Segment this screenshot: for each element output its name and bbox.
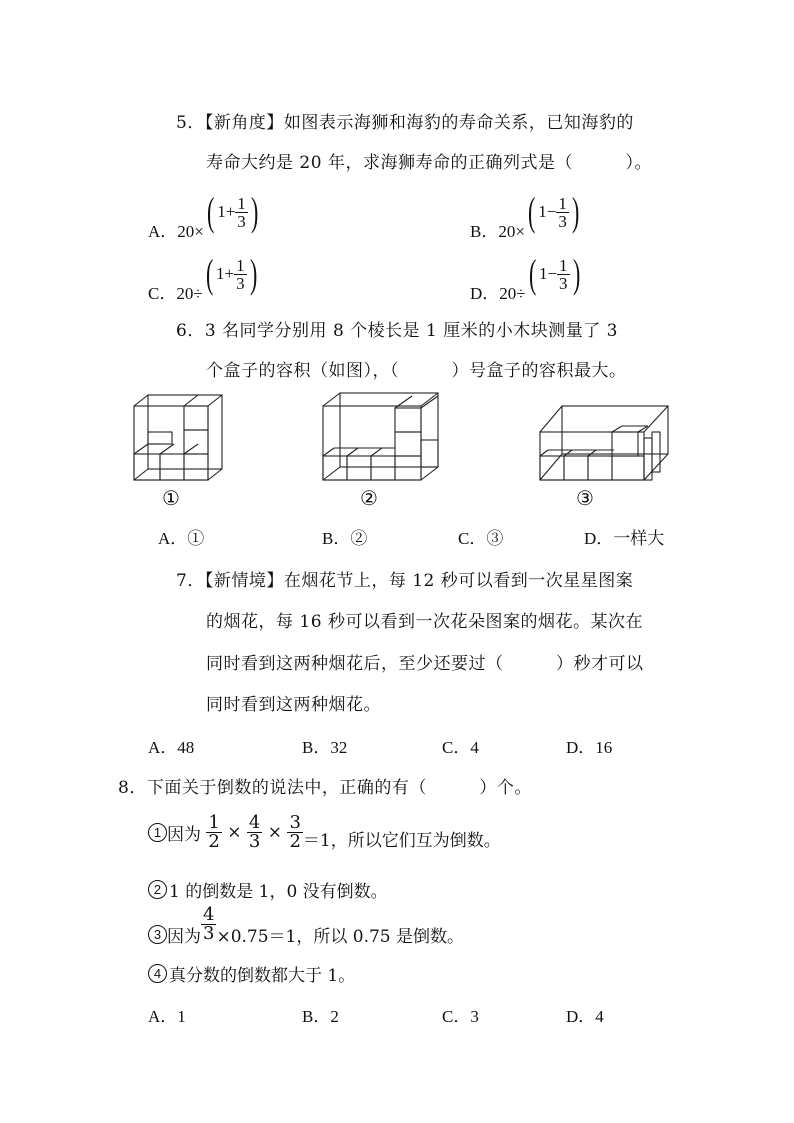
circle-marker: 3 xyxy=(148,925,167,944)
sign: 1− xyxy=(538,202,557,221)
q7-option-b[interactable]: B．32 xyxy=(302,738,348,757)
q7-option-d[interactable]: D．16 xyxy=(566,738,613,757)
sign: 1− xyxy=(538,264,558,283)
numerator: 3 xyxy=(289,812,301,833)
q6-option-d[interactable]: D．一样大 xyxy=(584,529,665,548)
text: ＝1，所以它们互为倒数。 xyxy=(302,831,501,851)
denominator: 3 xyxy=(236,273,245,293)
numerator: 4 xyxy=(203,904,215,925)
numerator: 1 xyxy=(236,255,245,275)
q5-option-c[interactable]: C．20÷( 1+ $\frac{1}{3}$ ) xyxy=(148,251,257,303)
q7-option-a[interactable]: A．48 xyxy=(148,738,195,757)
q8-statement-1 xyxy=(148,814,501,851)
q8-statement-4 xyxy=(148,961,355,986)
denominator: 3 xyxy=(203,923,215,944)
sign: 1+ xyxy=(217,202,236,221)
box-figure-1 xyxy=(130,392,226,484)
q6-option-b[interactable]: B．② xyxy=(322,529,368,548)
q6-stem-line2: 个盒子的容积（如图），（ ）号盒子的容积最大。 xyxy=(206,361,627,381)
q6-stem-line1: 6．3 名同学分别用 8 个棱长是 1 厘米的小木块测量了 3 xyxy=(176,321,619,341)
times-sign: × xyxy=(227,822,242,843)
numerator: 1 xyxy=(208,812,220,833)
circle-marker: 2 xyxy=(148,880,167,899)
q7-option-c[interactable]: C．4 xyxy=(442,738,479,757)
q7-stem-line4: 同时看到这两种烟花。 xyxy=(206,695,381,715)
sign: 1+ xyxy=(216,264,235,283)
denominator: 2 xyxy=(289,831,301,852)
text: 因为 xyxy=(167,927,201,947)
q8-statement-2 xyxy=(148,877,388,902)
q6-option-c[interactable]: C．③ xyxy=(458,529,504,548)
numerator: 1 xyxy=(237,193,246,213)
denominator: 3 xyxy=(248,831,261,852)
option-label: A．20× xyxy=(148,221,204,241)
q7-stem-line1: 7．【新情境】在烟花节上，每 12 秒可以看到一次星星图案 xyxy=(176,571,634,591)
q8-option-d[interactable]: D．4 xyxy=(566,1007,604,1026)
text: ×0.75＝1，所以 0.75 是倒数。 xyxy=(216,927,465,947)
denominator: 3 xyxy=(558,211,567,231)
circle-marker: 1 xyxy=(148,823,167,842)
box-label-3: ③ xyxy=(576,486,594,510)
q5-option-a[interactable]: A．20×( 1+ $\frac{1}{3}$ ) xyxy=(148,189,259,241)
numerator: 1 xyxy=(558,193,567,213)
text: 1 的倒数是 1，0 没有倒数。 xyxy=(169,882,388,902)
text: 因为 xyxy=(167,825,201,845)
q5-stem-line1: 5．【新角度】如图表示海狮和海豹的寿命关系，已知海豹的 xyxy=(176,113,634,133)
box-label-2: ② xyxy=(360,486,378,510)
q5-stem-line2: 寿命大约是 20 年，求海狮寿命的正确列式是（ ）。 xyxy=(206,153,652,173)
q7-stem-line3: 同时看到这两种烟花后，至少还要过（ ）秒才可以 xyxy=(206,654,644,674)
option-label: D．20÷ xyxy=(470,283,526,303)
q6-option-a[interactable]: A．① xyxy=(158,529,205,548)
q7-stem-line2: 的烟花，每 16 秒可以看到一次花朵图案的烟花。某次在 xyxy=(206,612,643,632)
text: 真分数的倒数都大于 1。 xyxy=(169,966,356,986)
box-figure-2 xyxy=(320,390,444,484)
box-label-1: ① xyxy=(162,486,180,510)
times-sign: × xyxy=(267,822,283,843)
q8-option-c[interactable]: C．3 xyxy=(442,1007,479,1026)
box-figure-3 xyxy=(536,402,672,484)
q8-option-a[interactable]: A．1 xyxy=(148,1007,186,1026)
q5-option-d[interactable]: D．20÷( 1− $\frac{1}{3}$ ) xyxy=(470,251,580,303)
numerator: 4 xyxy=(248,812,261,833)
circle-marker: 4 xyxy=(148,964,167,983)
q8-stem: 8．下面关于倒数的说法中，正确的有（ ）个。 xyxy=(118,778,532,798)
option-label: B．20× xyxy=(470,221,525,241)
q8-statement-3 xyxy=(148,904,465,947)
denominator: 2 xyxy=(208,831,220,852)
q5-option-b[interactable]: B．20×( 1− $\frac{1}{3}$ ) xyxy=(470,189,580,241)
numerator: 1 xyxy=(559,255,568,275)
denominator: 3 xyxy=(237,211,246,231)
denominator: 3 xyxy=(559,273,568,293)
option-label: C．20÷ xyxy=(148,283,203,303)
q8-option-b[interactable]: B．2 xyxy=(302,1007,339,1026)
